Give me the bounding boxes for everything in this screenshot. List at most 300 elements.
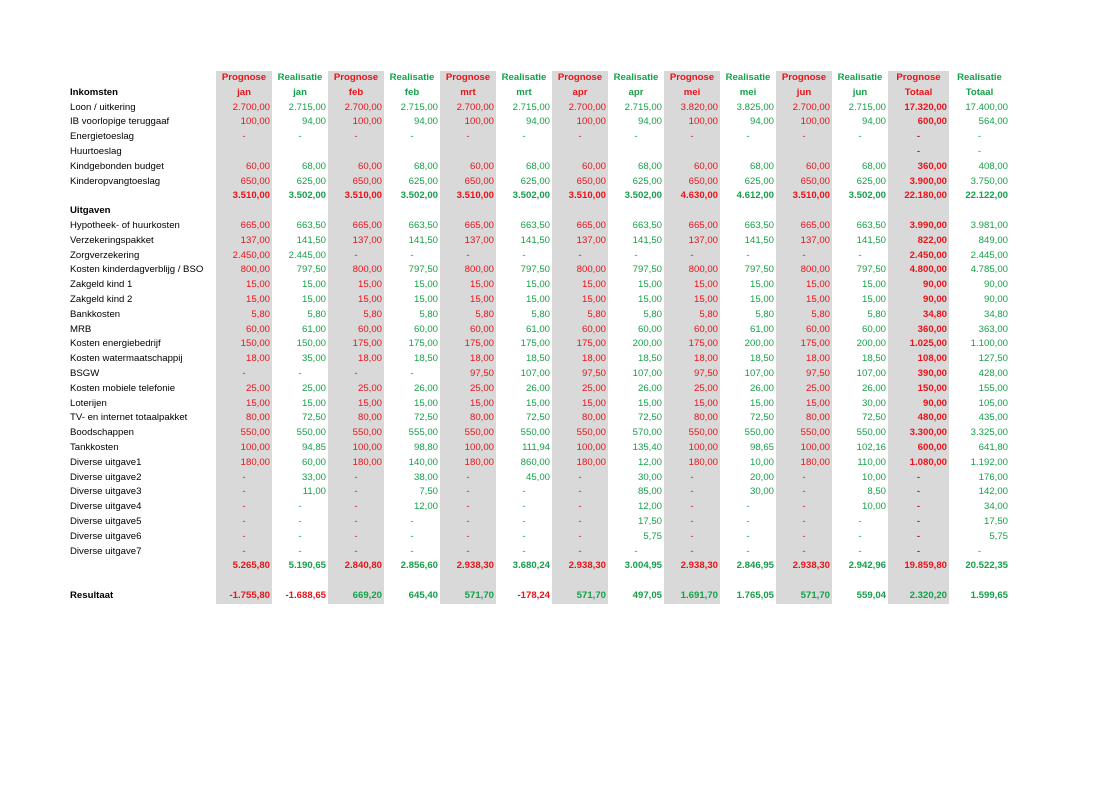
- cell-value: -: [977, 145, 982, 157]
- cell-value: 363,00: [978, 323, 1008, 335]
- result-value: 1.765,05: [736, 589, 774, 601]
- cell-value: [328, 145, 384, 160]
- cell-value: 90,00: [983, 293, 1008, 305]
- cell-value: 18,00: [440, 352, 496, 367]
- cell-value: 150,00: [296, 338, 326, 350]
- cell-value: [664, 145, 720, 160]
- cell-value: 25,00: [216, 382, 272, 397]
- cell-value: 80,00: [552, 411, 608, 426]
- cell-value: 137,00: [440, 234, 496, 249]
- column-month-header: jan: [293, 86, 307, 98]
- column-type-header: Prognose: [776, 71, 832, 86]
- cell-value: 61,00: [525, 323, 550, 335]
- column-month-header: jun: [776, 86, 832, 101]
- cell-value: -: [664, 500, 720, 515]
- cell-value: 860,00: [520, 456, 550, 468]
- cell-value: -: [888, 485, 949, 500]
- cell-value: 15,00: [525, 293, 550, 305]
- cell-value: -: [888, 500, 949, 515]
- cell-value: -: [298, 530, 302, 542]
- cell-value: 25,00: [301, 382, 326, 394]
- cell-value: -: [776, 515, 832, 530]
- cell-value: 98,80: [413, 441, 438, 453]
- cell-value: -: [746, 530, 750, 542]
- income-row: [70, 145, 1010, 160]
- column-month-header: mrt: [516, 86, 532, 98]
- cell-value: 15,00: [749, 397, 774, 409]
- cell-value: 10,00: [749, 456, 774, 468]
- cell-value: -: [858, 249, 862, 261]
- cell-value: -: [328, 530, 384, 545]
- cell-value: 663,50: [744, 219, 774, 231]
- row-label: Loterijen: [70, 397, 107, 409]
- row-label: Hypotheek- of huurkosten: [70, 219, 180, 231]
- cell-value: 180,00: [552, 456, 608, 471]
- cell-value: 3.680,24: [512, 560, 550, 572]
- cell-value: 663,50: [296, 219, 326, 231]
- cell-value: 100,00: [328, 115, 384, 130]
- cell-value: -: [328, 485, 384, 500]
- cell-value: 100,00: [776, 115, 832, 130]
- cell-value: -: [522, 545, 526, 557]
- cell-value: 18,50: [525, 353, 550, 365]
- cell-value: 3.510,00: [776, 189, 832, 204]
- cell-value: -: [298, 131, 302, 143]
- cell-value: 5,80: [755, 308, 774, 320]
- cell-value: -: [298, 501, 302, 513]
- empty-cell: [440, 204, 496, 219]
- row-label: Zorgverzekering: [70, 249, 140, 261]
- row-label: Kosten energiebedrijf: [70, 338, 161, 350]
- column-type-header: Prognose: [216, 71, 272, 86]
- cell-value: -: [328, 500, 384, 515]
- header-blank: [70, 71, 216, 86]
- cell-value: -: [977, 131, 982, 143]
- cell-value: 60,00: [776, 160, 832, 175]
- cell-value: 111,94: [522, 441, 550, 453]
- expense-row: [70, 278, 1010, 293]
- cell-value: 137,00: [552, 234, 608, 249]
- header-row-top: [70, 71, 1010, 86]
- cell-value: 12,00: [637, 456, 662, 468]
- cell-value: 2.700,00: [328, 101, 384, 116]
- cell-value: 2.715,00: [512, 101, 550, 113]
- expense-row: [70, 323, 1010, 338]
- cell-value: 140,00: [408, 456, 438, 468]
- cell-value: [384, 145, 440, 160]
- cell-value: 15,00: [525, 397, 550, 409]
- expense-row: [70, 545, 1010, 560]
- cell-value: 85,00: [637, 486, 662, 498]
- cell-value: [272, 145, 328, 160]
- expense-row: [70, 411, 1010, 426]
- cell-value: 15,00: [216, 278, 272, 293]
- cell-value: 3.825,00: [736, 101, 774, 113]
- empty-cell: [328, 204, 384, 219]
- empty-cell: [776, 574, 832, 589]
- empty-cell: [664, 574, 720, 589]
- cell-value: 435,00: [978, 412, 1008, 424]
- cell-value: 26,00: [413, 382, 438, 394]
- cell-value: 625,00: [296, 175, 326, 187]
- cell-value: 141,50: [856, 234, 886, 246]
- cell-value: 5,80: [552, 308, 608, 323]
- cell-value: 665,00: [776, 219, 832, 234]
- cell-value: 141,50: [408, 234, 438, 246]
- expense-row: [70, 219, 1010, 234]
- cell-value: 5.265,80: [216, 559, 272, 574]
- cell-value: -: [328, 515, 384, 530]
- cell-value: 107,00: [856, 367, 886, 379]
- cell-value: -: [888, 530, 949, 545]
- expense-row: [70, 263, 1010, 278]
- cell-value: 797,50: [520, 264, 550, 276]
- row-label: Kindgebonden budget: [70, 160, 164, 172]
- cell-value: 15,00: [328, 293, 384, 308]
- cell-value: -: [216, 471, 272, 486]
- cell-value: 100,00: [216, 115, 272, 130]
- cell-value: 155,00: [978, 382, 1008, 394]
- result-value: 2.320,20: [888, 589, 949, 604]
- cell-value: 5,80: [440, 308, 496, 323]
- result-value: 669,20: [328, 589, 384, 604]
- column-type-header: Prognose: [440, 71, 496, 86]
- cell-value: 100,00: [552, 441, 608, 456]
- cell-value: -: [858, 515, 862, 527]
- cell-value: 4.630,00: [664, 189, 720, 204]
- cell-value: 390,00: [888, 367, 949, 382]
- cell-value: 72,50: [861, 412, 886, 424]
- cell-value: 200,00: [856, 338, 886, 350]
- cell-value: 3.510,00: [440, 189, 496, 204]
- cell-value: 68,00: [637, 160, 662, 172]
- cell-value: [496, 145, 552, 160]
- cell-value: 18,00: [776, 352, 832, 367]
- cell-value: -: [440, 530, 496, 545]
- cell-value: -: [216, 545, 272, 560]
- cell-value: 80,00: [776, 411, 832, 426]
- cell-value: 15,00: [440, 397, 496, 412]
- expense-row: [70, 530, 1010, 545]
- cell-value: 663,50: [408, 219, 438, 231]
- cell-value: 15,00: [664, 397, 720, 412]
- column-type-header: Realisatie: [277, 72, 323, 83]
- cell-value: 180,00: [328, 456, 384, 471]
- cell-value: 107,00: [632, 367, 662, 379]
- cell-value: 2.938,30: [664, 559, 720, 574]
- cell-value: 15,00: [301, 279, 326, 291]
- cell-value: -: [746, 249, 750, 261]
- cell-value: 4.800,00: [888, 263, 949, 278]
- cell-value: 17.400,00: [965, 101, 1008, 113]
- cell-value: 5,75: [989, 530, 1008, 542]
- cell-value: 18,50: [637, 353, 662, 365]
- cell-value: 665,00: [440, 219, 496, 234]
- cell-value: 90,00: [888, 293, 949, 308]
- column-type-header: Realisatie: [957, 72, 1002, 83]
- result-value: 645,40: [408, 589, 438, 601]
- cell-value: 428,00: [978, 367, 1008, 379]
- cell-value: 800,00: [664, 263, 720, 278]
- empty-cell: [776, 204, 832, 219]
- column-type-header: Prognose: [888, 71, 949, 86]
- empty-cell: [832, 204, 888, 219]
- row-label: Diverse uitgave1: [70, 456, 142, 468]
- cell-value: -: [888, 145, 949, 160]
- cell-value: 663,50: [856, 219, 886, 231]
- empty-cell: [552, 204, 608, 219]
- cell-value: 15,00: [637, 293, 662, 305]
- cell-value: 60,00: [440, 323, 496, 338]
- income-row: [70, 115, 1010, 130]
- cell-value: 564,00: [978, 116, 1008, 128]
- column-type-header: Realisatie: [613, 72, 659, 83]
- cell-value: 665,00: [552, 219, 608, 234]
- row-label: Kosten mobiele telefonie: [70, 382, 176, 394]
- cell-value: -: [328, 367, 384, 382]
- cell-value: 5,80: [216, 308, 272, 323]
- cell-value: 60,00: [861, 323, 886, 335]
- empty-cell: [888, 204, 949, 219]
- income-row: [70, 130, 1010, 145]
- cell-value: -: [776, 545, 832, 560]
- empty-cell: [552, 574, 608, 589]
- cell-value: 3.900,00: [888, 175, 949, 190]
- row-label: Diverse uitgave4: [70, 501, 142, 513]
- cell-value: 550,00: [520, 427, 550, 439]
- cell-value: 650,00: [776, 175, 832, 190]
- cell-value: 61,00: [749, 323, 774, 335]
- cell-value: 72,50: [749, 412, 774, 424]
- cell-value: 108,00: [888, 352, 949, 367]
- cell-value: -: [410, 545, 414, 557]
- cell-value: 3.820,00: [664, 101, 720, 116]
- empty-cell: [496, 574, 552, 589]
- column-month-header: apr: [552, 86, 608, 101]
- cell-value: 2.715,00: [624, 101, 662, 113]
- cell-value: 650,00: [216, 175, 272, 190]
- row-label: BSGW: [70, 367, 100, 379]
- empty-cell: [949, 204, 1010, 219]
- column-type-header: Prognose: [664, 71, 720, 86]
- cell-value: 15,00: [776, 278, 832, 293]
- cell-value: 26,00: [637, 382, 662, 394]
- cell-value: 3.510,00: [328, 189, 384, 204]
- result-value: 497,05: [632, 589, 662, 601]
- cell-value: 60,00: [440, 160, 496, 175]
- cell-value: 176,00: [978, 471, 1008, 483]
- empty-cell: [949, 574, 1010, 589]
- cell-value: 600,00: [888, 441, 949, 456]
- cell-value: 60,00: [664, 323, 720, 338]
- cell-value: -: [410, 131, 414, 143]
- cell-value: 100,00: [440, 115, 496, 130]
- cell-value: 94,00: [749, 116, 774, 128]
- cell-value: 15,00: [328, 397, 384, 412]
- empty-cell: [384, 574, 440, 589]
- cell-value: -: [776, 530, 832, 545]
- cell-value: 18,00: [664, 352, 720, 367]
- cell-value: -: [298, 545, 302, 557]
- cell-value: 2.715,00: [848, 101, 886, 113]
- cell-value: 26,00: [749, 382, 774, 394]
- cell-value: 3.981,00: [970, 219, 1008, 231]
- empty-cell: [216, 204, 272, 219]
- result-row: [70, 589, 1010, 604]
- cell-value: 175,00: [328, 337, 384, 352]
- cell-value: 8,50: [867, 486, 886, 498]
- empty-cell: [720, 204, 776, 219]
- cell-value: [440, 145, 496, 160]
- cell-value: 22.122,00: [965, 190, 1008, 202]
- cell-value: 625,00: [632, 175, 662, 187]
- cell-value: 2.715,00: [400, 101, 438, 113]
- cell-value: -: [746, 131, 750, 143]
- cell-value: 5,80: [776, 308, 832, 323]
- cell-value: -: [664, 130, 720, 145]
- cell-value: 25,00: [664, 382, 720, 397]
- empty-cell: [832, 574, 888, 589]
- cell-value: -: [328, 545, 384, 560]
- cell-value: 60,00: [552, 323, 608, 338]
- cell-value: [776, 145, 832, 160]
- row-label: Diverse uitgave6: [70, 530, 142, 542]
- cell-value: -: [552, 485, 608, 500]
- cell-value: 100,00: [328, 441, 384, 456]
- column-month-header: Totaal: [965, 86, 994, 98]
- cell-value: 68,00: [861, 160, 886, 172]
- cell-value: 15,00: [440, 293, 496, 308]
- cell-value: 800,00: [776, 263, 832, 278]
- cell-value: -: [888, 130, 949, 145]
- cell-value: -: [776, 130, 832, 145]
- cell-value: 2.445,00: [970, 249, 1008, 261]
- cell-value: -: [888, 515, 949, 530]
- cell-value: 94,00: [301, 116, 326, 128]
- row-label: TV- en internet totaalpakket: [70, 412, 188, 424]
- result-value: 571,70: [440, 589, 496, 604]
- cell-value: 110,00: [857, 456, 886, 468]
- cell-value: 26,00: [525, 382, 550, 394]
- cell-value: [720, 145, 776, 160]
- cell-value: 35,00: [301, 353, 326, 365]
- cell-value: 797,50: [296, 264, 326, 276]
- cell-value: 80,00: [664, 411, 720, 426]
- cell-value: 849,00: [978, 234, 1008, 246]
- cell-value: 107,00: [520, 367, 550, 379]
- cell-value: 15,00: [328, 278, 384, 293]
- cell-value: -: [634, 249, 638, 261]
- cell-value: 141,50: [632, 234, 662, 246]
- cell-value: -: [664, 249, 720, 264]
- cell-value: 100,00: [664, 115, 720, 130]
- income-row: [70, 101, 1010, 116]
- result-value: -178,24: [517, 589, 550, 601]
- cell-value: 650,00: [328, 175, 384, 190]
- cell-value: 26,00: [861, 382, 886, 394]
- cell-value: -: [664, 530, 720, 545]
- cell-value: 550,00: [664, 426, 720, 441]
- row-label: Boodschappen: [70, 427, 135, 439]
- cell-value: 20.522,35: [965, 560, 1008, 572]
- cell-value: 25,00: [776, 382, 832, 397]
- cell-value: 97,50: [440, 367, 496, 382]
- cell-value: 18,00: [328, 352, 384, 367]
- cell-value: 10,00: [861, 501, 886, 513]
- cell-value: 25,00: [552, 382, 608, 397]
- cell-value: 555,00: [408, 427, 438, 439]
- cell-value: 100,00: [776, 441, 832, 456]
- cell-value: 1.080,00: [888, 456, 949, 471]
- cell-value: 3.502,00: [512, 190, 550, 202]
- column-type-header: Realisatie: [389, 72, 435, 83]
- expense-row: [70, 352, 1010, 367]
- cell-value: 2.700,00: [776, 101, 832, 116]
- cell-value: 25,00: [328, 382, 384, 397]
- cell-value: 17,50: [983, 515, 1008, 527]
- row-label: Energietoeslag: [70, 131, 135, 143]
- row-label: [70, 559, 216, 574]
- row-label: Verzekeringspakket: [70, 234, 154, 246]
- result-label: Resultaat: [70, 589, 114, 601]
- expense-row: [70, 308, 1010, 323]
- cell-value: 800,00: [440, 263, 496, 278]
- cell-value: 650,00: [664, 175, 720, 190]
- cell-value: 3.502,00: [288, 190, 326, 202]
- cell-value: 15,00: [525, 279, 550, 291]
- cell-value: 68,00: [749, 160, 774, 172]
- cell-value: 3.004,95: [624, 560, 662, 572]
- cell-value: -: [298, 515, 302, 527]
- cell-value: 45,00: [525, 471, 550, 483]
- empty-cell: [384, 204, 440, 219]
- row-label: Zakgeld kind 2: [70, 293, 133, 305]
- spacer-cell: [70, 574, 216, 589]
- cell-value: 141,50: [520, 234, 550, 246]
- cell-value: 4.785,00: [970, 264, 1008, 276]
- row-label: Bankkosten: [70, 308, 121, 320]
- cell-value: 360,00: [888, 323, 949, 338]
- cell-value: -: [634, 131, 638, 143]
- cell-value: 625,00: [408, 175, 438, 187]
- cell-value: 60,00: [413, 323, 438, 335]
- cell-value: 200,00: [632, 338, 662, 350]
- cell-value: 797,50: [856, 264, 886, 276]
- column-type-header: Prognose: [328, 71, 384, 86]
- cell-value: 15,00: [776, 293, 832, 308]
- cell-value: 15,00: [301, 293, 326, 305]
- cell-value: -: [746, 545, 750, 557]
- cell-value: 5.190,65: [288, 560, 326, 572]
- column-month-header: mrt: [440, 86, 496, 101]
- cell-value: -: [552, 130, 608, 145]
- cell-value: 98,65: [749, 441, 774, 453]
- cell-value: 2.450,00: [888, 249, 949, 264]
- cell-value: 72,50: [413, 412, 438, 424]
- cell-value: 7,50: [419, 486, 438, 498]
- empty-cell: [496, 204, 552, 219]
- cell-value: -: [328, 130, 384, 145]
- cell-value: -: [664, 485, 720, 500]
- cell-value: -: [552, 530, 608, 545]
- cell-value: 100,00: [440, 441, 496, 456]
- cell-value: 72,50: [525, 412, 550, 424]
- cell-value: 25,00: [440, 382, 496, 397]
- cell-value: 10,00: [861, 471, 886, 483]
- cell-value: 570,00: [632, 427, 662, 439]
- cell-value: 2.700,00: [216, 101, 272, 116]
- cell-value: 4.612,00: [736, 190, 774, 202]
